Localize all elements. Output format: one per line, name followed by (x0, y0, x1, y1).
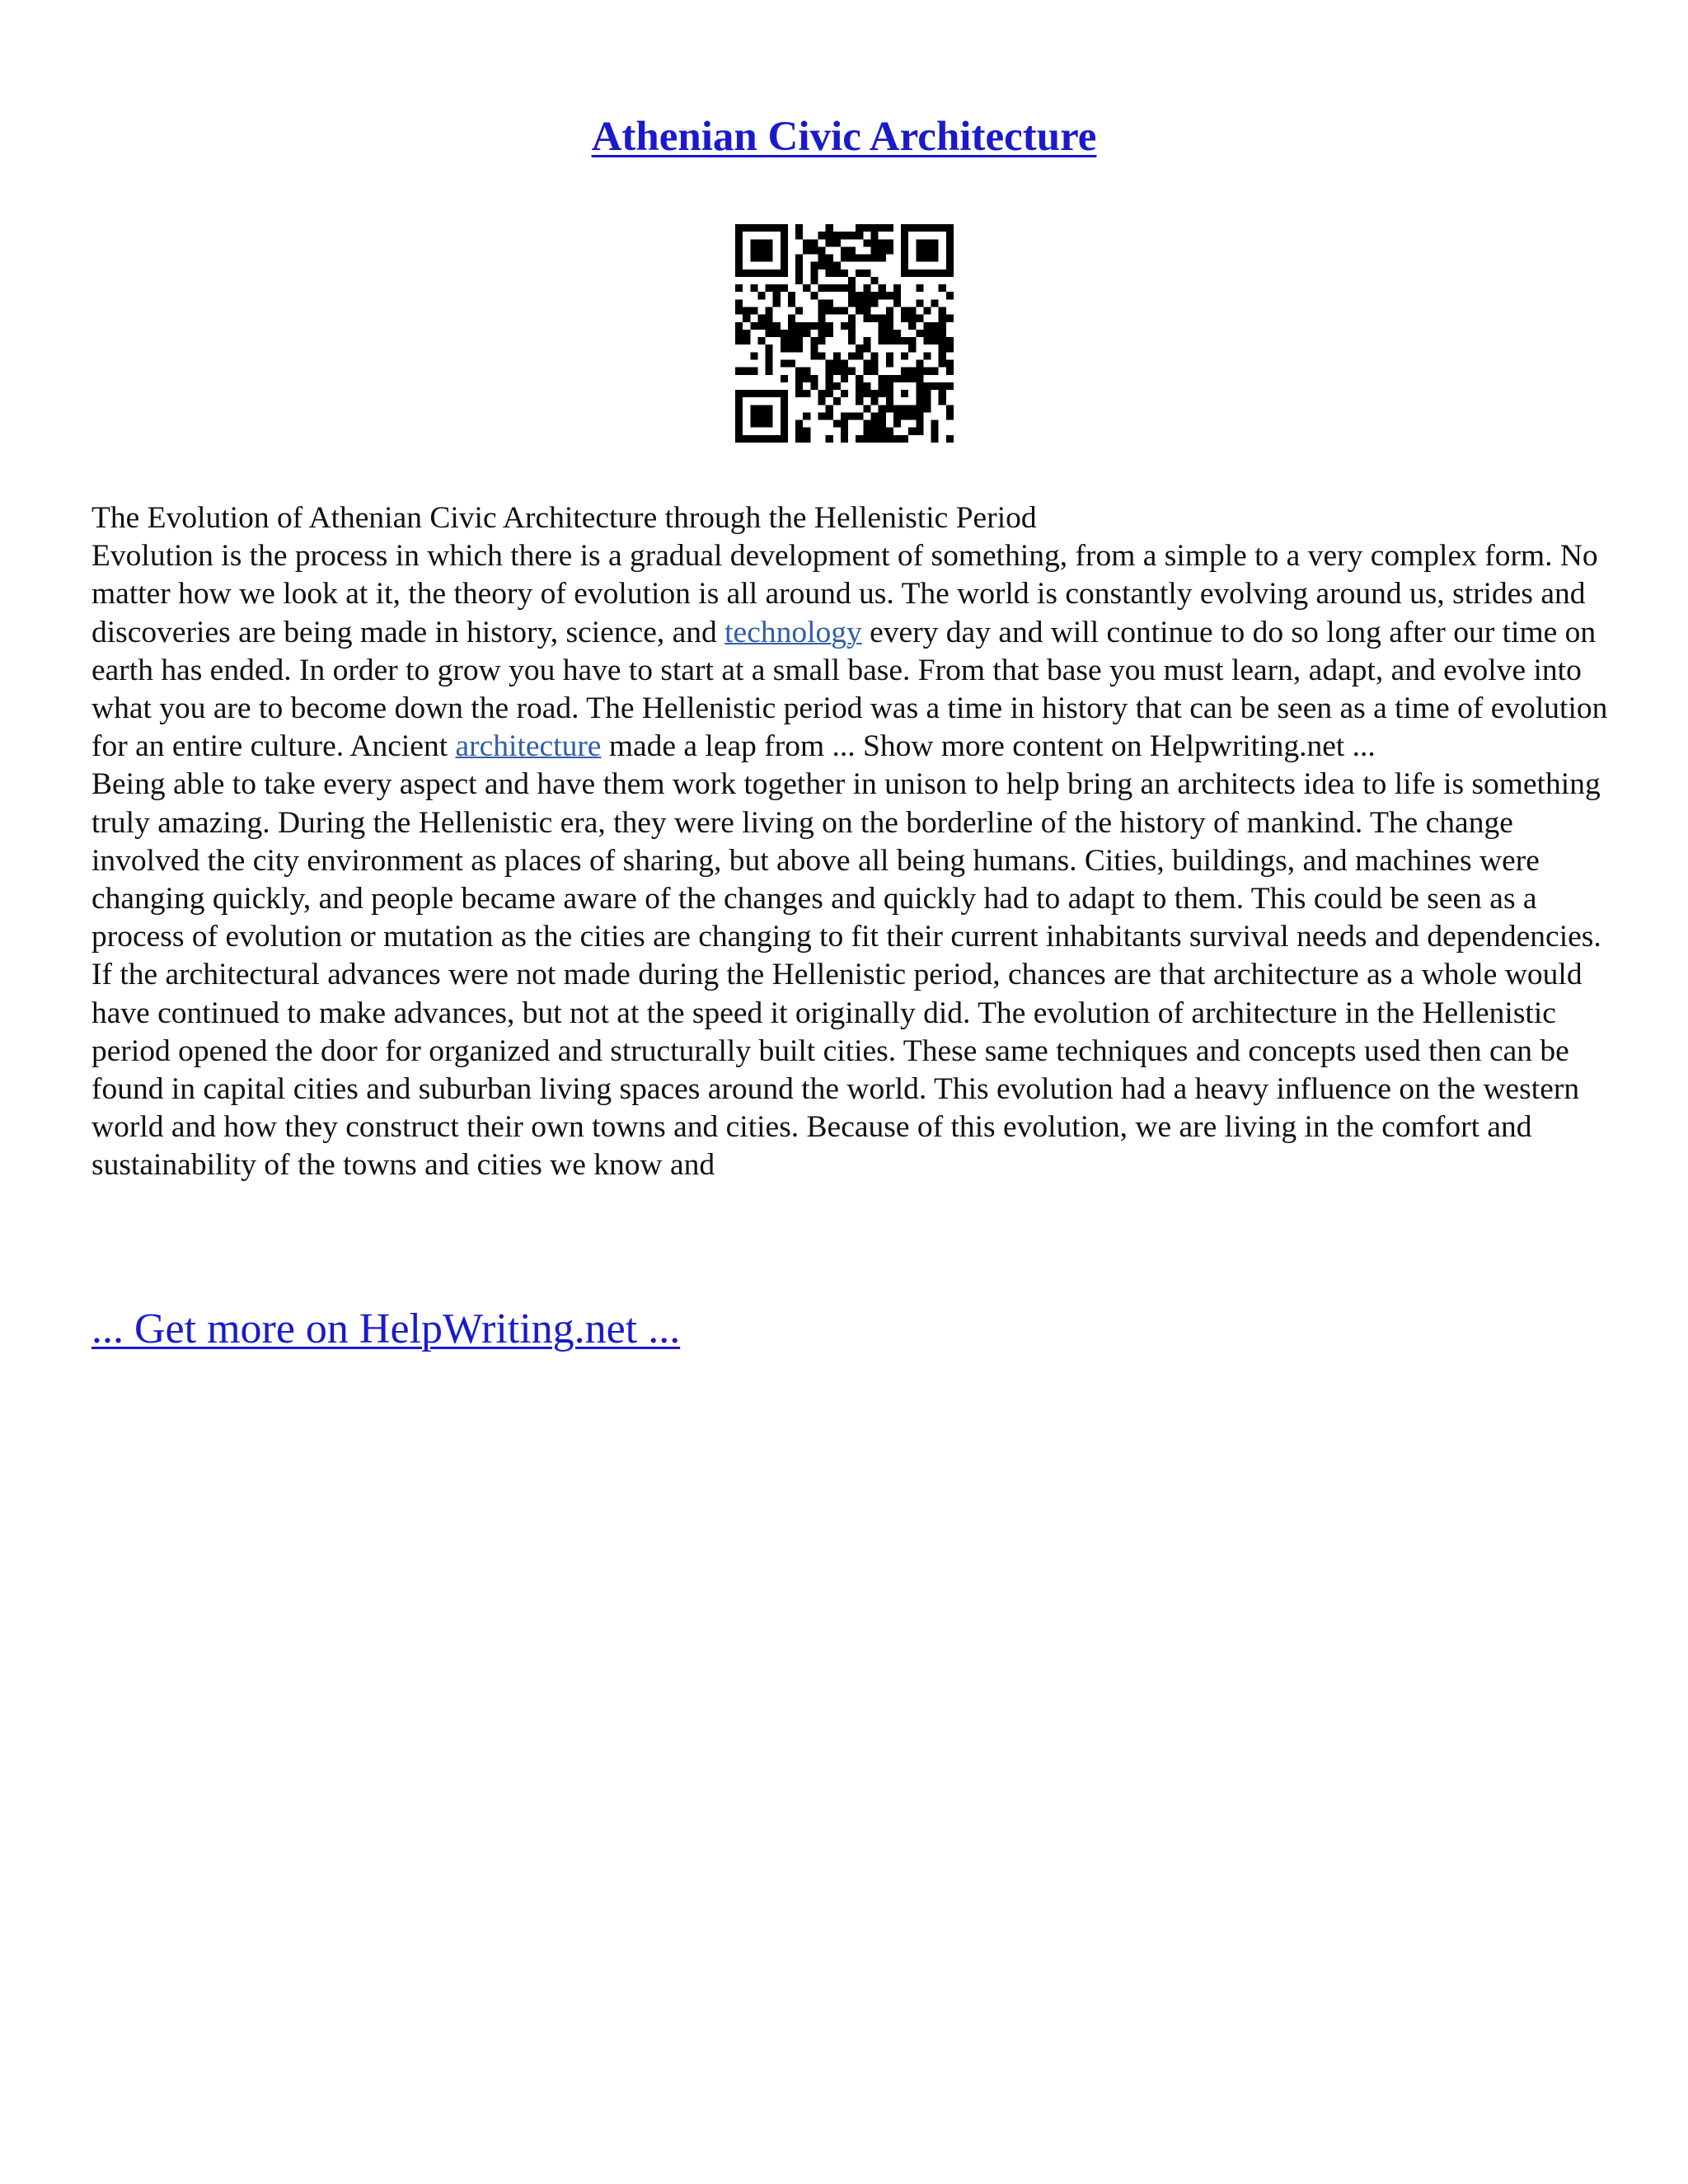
qr-code-icon (735, 224, 954, 443)
paragraph-1 (91, 537, 1608, 766)
article-heading: The Evolution of Athenian Civic Architecture through the Hellenistic Period (91, 501, 1037, 535)
get-more-link[interactable]: ... Get more on HelpWriting.net ... (91, 1305, 681, 1352)
technology-link[interactable]: technology (724, 615, 862, 649)
page-title (0, 105, 1688, 168)
paragraph-1-text-b: every day and will continue to do so long after our time on earth has ended. In order to grow you have to start at a small base. From that base you must learn, adapt, and evolve into what you are to become down the road. The Hellenistic period was a time in history that can be seen as a time of evolution for an entire culture. Ancient (91, 615, 1608, 764)
paragraph-1-text-a: Evolution is the process in which there is a gradual development of something, from a simple to a very complex form. No matter how we look at it, the theory of evolution is all around us. The world is constantly evolving around us, strides and discoveries are being made in history, science, and (91, 539, 1598, 649)
paragraph-2: Being able to take every aspect and have them work together in unison to help bring an architects idea to life is something truly amazing. During the Hellenistic era, they were living on the borderline of the history of mankind. The change involved the city environment as places of sharing, but above all being humans. Cities, buildings, and machines were changing quickly, and people became aware of the changes and quickly had to adapt to them. This could be seen as a process of evolution or mutation as the cities are changing to fit their current inhabitants survival needs and dependencies. If the architectural advances were not made during the Hellenistic period, chances are that architecture as a whole would have continued to make advances, but not at the speed it originally did. The evolution of architecture in the Hellenistic period opened the door for organized and structurally built cities. These same techniques and concepts used then can be found in capital cities and suburban living spaces around the world. This evolution had a heavy influence on the western world and how they construct their own towns and cities. Because of this evolution, we are living in the comfort and sustainability of the towns and cities we know and (91, 767, 1601, 1183)
article-body (91, 499, 1608, 1185)
title-link[interactable]: Athenian Civic Architecture (591, 114, 1097, 160)
paragraph-1-text-c: made a leap from ... Show more content on Helpwriting.net ... (601, 729, 1376, 764)
architecture-link[interactable]: architecture (455, 729, 602, 764)
get-more-link-container (91, 1302, 680, 1357)
